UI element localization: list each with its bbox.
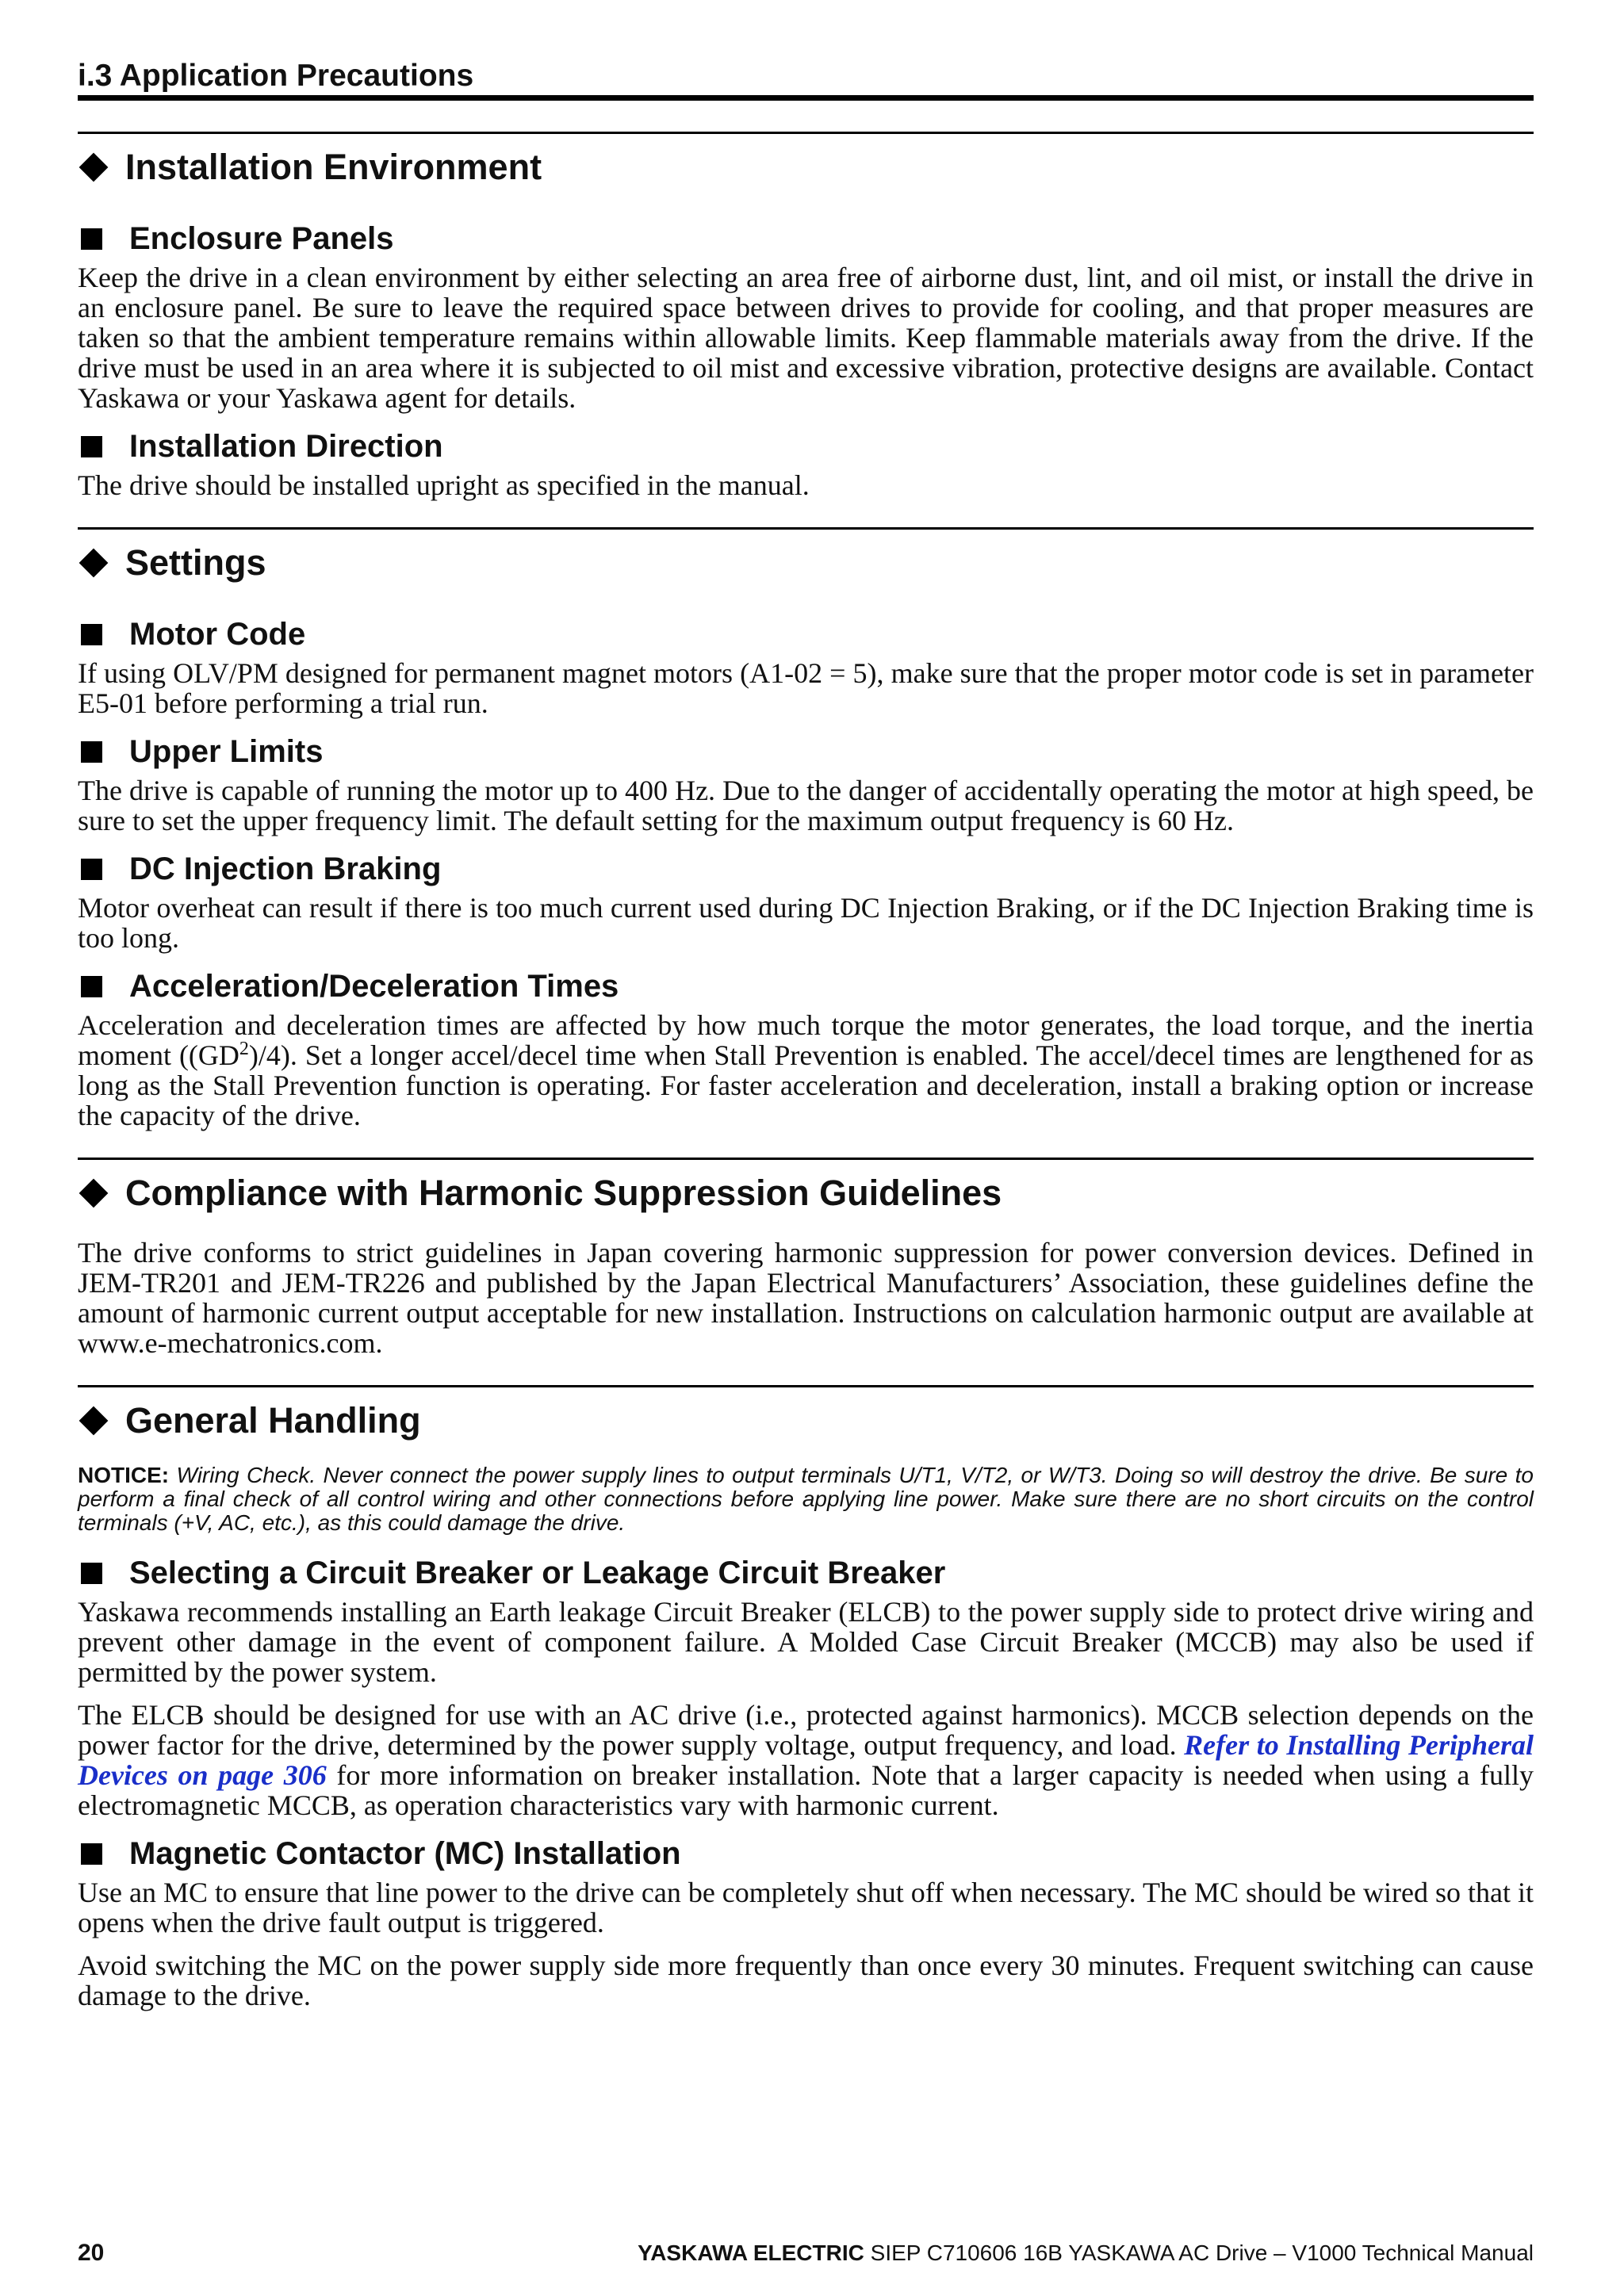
diamond-bullet-icon	[79, 1406, 108, 1435]
page-footer	[78, 2239, 1534, 2267]
section-title: Installation Environment	[125, 147, 542, 187]
paragraph-enclosure-panels: Keep the drive in a clean environment by either selecting an area free of airborne dust, lint, and oil mist, or install the drive in an enclosure panel. Be sure to leave the required space between drives to provide for cooling, and that proper measures are taken so that the ambient temperature remains within allowable limits. Keep flammable materials away from the drive. If the drive must be used in an area where it is subjected to oil mist and excessive vibration, protective designs are available. Contact Yaskawa or your Yaskawa agent for details.	[78, 262, 1534, 414]
square-bullet-icon	[81, 859, 102, 880]
subheading-accel-decel-times	[78, 966, 1534, 1007]
header-rule	[78, 95, 1534, 101]
section-title: Settings	[125, 542, 266, 583]
subheading-installation-direction	[78, 426, 1534, 467]
subheading-magnetic-contactor	[78, 1833, 1534, 1874]
footer-brand: YASKAWA ELECTRIC	[638, 2241, 864, 2265]
section-heading-settings	[78, 539, 1534, 587]
square-bullet-icon	[81, 1563, 102, 1584]
paragraph-magnetic-contactor-2: Avoid switching the MC on the power supply side more frequently than once every 30 minutes. Frequent switching can cause damage to the drive.	[78, 1950, 1534, 2011]
subheading-title: Motor Code	[129, 617, 306, 652]
section-divider	[78, 1158, 1534, 1160]
subheading-circuit-breaker	[78, 1552, 1534, 1594]
notice-text: Wiring Check. Never connect the power supply lines to output terminals U/T1, V/T2, or W/T3. Doing so will destroy the drive. Be sure to perform a final check of all control wiring and other connections before applying line power. Make sure there are no short circuits on the control terminals (+V, AC, etc.), as this could damage the drive.	[78, 1463, 1534, 1535]
diamond-bullet-icon	[79, 1179, 108, 1207]
notice-label: NOTICE:	[78, 1463, 170, 1487]
running-title: i.3 Application Precautions	[78, 59, 474, 93]
diamond-bullet-icon	[79, 153, 108, 182]
paragraph-text: Acceleration and deceleration times are affected by how much torque the motor generates, the load torque, and the inertia moment ((GD	[78, 1009, 1534, 1071]
link-installing-peripheral-devices[interactable]: Refer to Installing Peripheral Devices on page 306	[78, 1729, 1534, 1791]
manual-page	[78, 0, 1534, 2296]
subheading-title: Enclosure Panels	[129, 221, 394, 256]
subheading-title: Acceleration/Deceleration Times	[129, 969, 619, 1004]
paragraph-text: )/4). Set a longer accel/decel time when Stall Prevention is enabled. The accel/decel times are lengthened for as long as the Stall Prevention function is operating. For faster acceleration and deceleration, install a braking option or increase the capacity of the drive.	[78, 1039, 1534, 1131]
section-divider	[78, 527, 1534, 530]
section-title: Compliance with Harmonic Suppression Guidelines	[125, 1173, 1002, 1213]
paragraph-harmonic: The drive conforms to strict guidelines in Japan covering harmonic suppression for power conversion devices. Defined in JEM-TR201 and JEM-TR226 and published by the Japan Electrical Manufacturers’ Association, these guidelines define the amount of harmonic current output acceptable for new installation. Instructions on calculation harmonic output are available at www.e-mechatronics.com.	[78, 1237, 1534, 1359]
square-bullet-icon	[81, 624, 102, 645]
section-divider	[78, 1385, 1534, 1387]
footer-doc-info	[638, 2239, 1534, 2267]
paragraph-accel-decel-times	[78, 1010, 1534, 1131]
paragraph-installation-direction: The drive should be installed upright as specified in the manual.	[78, 469, 810, 501]
subheading-title: Magnetic Contactor (MC) Installation	[129, 1836, 681, 1871]
subheading-upper-limits	[78, 731, 1534, 772]
paragraph-magnetic-contactor-1: Use an MC to ensure that line power to the drive can be completely shut off when necessary. The MC should be wired so that it opens when the drive fault output is triggered.	[78, 1877, 1534, 1938]
paragraph-circuit-breaker-2	[78, 1700, 1534, 1820]
paragraph-text: The ELCB should be designed for use with an AC drive (i.e., protected against harmonics). MCCB selection depends on the power factor for the drive, determined by the power supply voltage, output frequency, and load.	[78, 1699, 1534, 1761]
paragraph-circuit-breaker-1: Yaskawa recommends installing an Earth leakage Circuit Breaker (ELCB) to the power supply side to protect drive wiring and prevent other damage in the event of component failure. A Molded Case Circuit Breaker (MCCB) may also be used if permitted by the power system.	[78, 1596, 1534, 1688]
subheading-dc-injection-braking	[78, 848, 1534, 890]
subheading-title: Selecting a Circuit Breaker or Leakage Circuit Breaker	[129, 1556, 946, 1590]
superscript: 2	[239, 1039, 249, 1059]
section-title: General Handling	[125, 1400, 421, 1441]
footer-doc-title: SIEP C710606 16B YASKAWA AC Drive – V1000 Technical Manual	[864, 2241, 1534, 2265]
subheading-motor-code	[78, 614, 1534, 655]
square-bullet-icon	[81, 436, 102, 457]
paragraph-text: for more information on breaker installation. Note that a larger capacity is needed when using a fully electromagnetic MCCB, as operation characteristics vary with harmonic current.	[78, 1759, 1534, 1821]
notice-wiring-check	[78, 1464, 1534, 1535]
section-heading-general-handling	[78, 1397, 1534, 1445]
section-heading-installation-environment	[78, 144, 1534, 191]
square-bullet-icon	[81, 1843, 102, 1865]
subheading-title: DC Injection Braking	[129, 851, 442, 886]
page-content	[78, 132, 1534, 2023]
diamond-bullet-icon	[79, 549, 108, 577]
subheading-title: Installation Direction	[129, 429, 443, 464]
square-bullet-icon	[81, 228, 102, 250]
paragraph-dc-injection-braking: Motor overheat can result if there is too much current used during DC Injection Braking, or if the DC Injection Braking time is too long.	[78, 892, 1534, 954]
square-bullet-icon	[81, 976, 102, 997]
square-bullet-icon	[81, 741, 102, 763]
section-heading-harmonic	[78, 1169, 1534, 1217]
paragraph-motor-code: If using OLV/PM designed for permanent magnet motors (A1-02 = 5), make sure that the proper motor code is set in parameter E5-01 before performing a trial run.	[78, 657, 1534, 719]
section-divider	[78, 132, 1534, 134]
paragraph-upper-limits: The drive is capable of running the motor up to 400 Hz. Due to the danger of accidentally operating the motor at high speed, be sure to set the upper frequency limit. The default setting for the maximum output frequency is 60 Hz.	[78, 775, 1534, 836]
subheading-title: Upper Limits	[129, 734, 324, 769]
subheading-enclosure-panels	[78, 218, 1534, 259]
page-number: 20	[78, 2240, 105, 2266]
